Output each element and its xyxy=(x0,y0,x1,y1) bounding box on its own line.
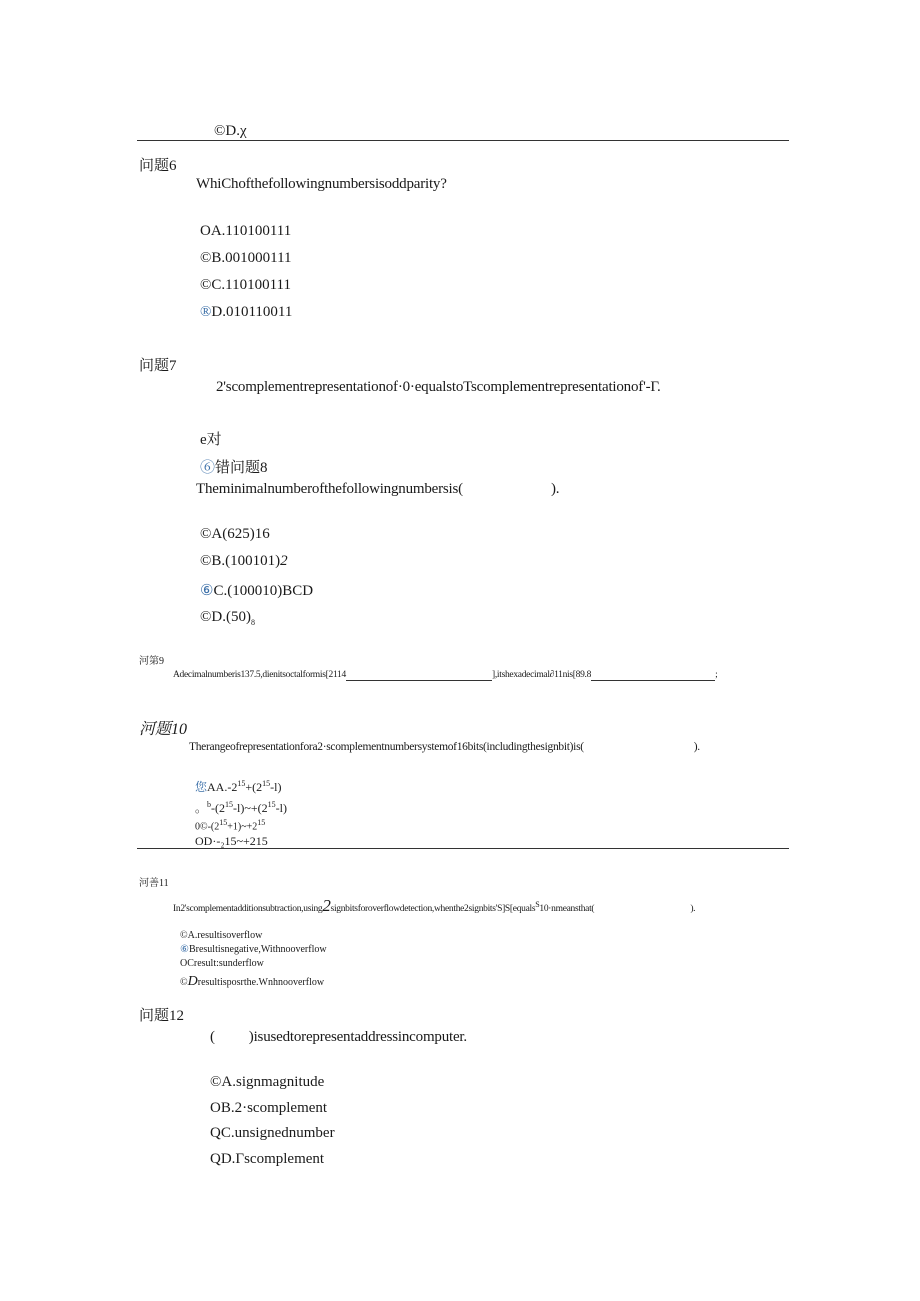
q9-text-part2: ],itshexadecimal∂11nis[89.8 xyxy=(491,670,592,680)
q11-option-d-letter: D xyxy=(187,974,198,989)
q8-option-b[interactable] xyxy=(200,553,288,570)
q11-option-c[interactable]: OCresult:sunderflow xyxy=(180,958,264,969)
q11-option-d-label: resultisposrthe.Wnhnooverflow xyxy=(197,977,325,988)
q8-selected-radio-icon: ⑥ xyxy=(200,583,214,599)
q12-option-a[interactable]: ©A.signmagnitude xyxy=(210,1074,325,1090)
q10-text xyxy=(189,741,700,753)
q11-option-b-label: Bresultisnegative,Withnooverflow xyxy=(188,944,327,955)
q12-option-b[interactable]: OB.2·scomplement xyxy=(210,1100,328,1116)
prev-question-option-d[interactable]: ©D.χ xyxy=(214,123,247,139)
q10-text-prefix: Therangeofrepresentationfora2·scomplementnumbersystemof16bits(includingthesignbit)is( xyxy=(189,741,584,753)
q7-option-false[interactable] xyxy=(200,456,268,477)
q6-heading: 问题6 xyxy=(139,158,177,174)
q10-option-b-mark: b xyxy=(207,800,212,809)
q9-text-end: ; xyxy=(715,670,718,680)
q8-text-prefix: Theminimalnumberofthefollowingnumbersis( xyxy=(196,481,463,497)
q11-selected-radio-icon: ⑥ xyxy=(180,944,189,955)
q10-option-c-exp1: 15 xyxy=(219,818,228,827)
q12-text-suffix: )isusedtorepresentaddressincomputer. xyxy=(248,1029,467,1045)
q12-option-c[interactable]: QC.unsignednumber xyxy=(210,1125,335,1141)
q9-blank-hex[interactable] xyxy=(591,670,718,681)
q10-option-a-exp1: 15 xyxy=(237,779,246,788)
q11-option-d-radio-icon: © xyxy=(180,977,188,988)
q10-option-b-mid: -l)~+(2 xyxy=(233,801,268,815)
q8-heading: 问题8 xyxy=(230,460,268,476)
q8-option-b-base: 2 xyxy=(280,553,288,569)
q9-text-part1: Adecimalnumberis137.5,dienitsoctalformis[2114 xyxy=(173,670,346,680)
q11-option-d[interactable] xyxy=(180,974,324,990)
q9-blank-octal[interactable] xyxy=(346,670,492,681)
q11-option-a[interactable]: ©A.resultisoverflow xyxy=(180,930,263,941)
q8-option-d-label: ©D.(50) xyxy=(200,609,251,625)
q6-option-d[interactable] xyxy=(200,304,292,321)
q10-option-a-label: AA.-2 xyxy=(207,780,238,794)
q10-selected-radio-icon: 您 xyxy=(195,780,208,794)
q8-option-d[interactable] xyxy=(200,609,255,627)
q10-option-a-exp2: 15 xyxy=(262,779,271,788)
q8-text-suffix: ). xyxy=(550,481,560,497)
q7-option-true[interactable]: e对 xyxy=(200,432,222,448)
q10-option-c-mid: +1)~+2 xyxy=(227,821,258,833)
q12-option-d[interactable]: QD.Γscomplement xyxy=(210,1151,325,1167)
q9-text xyxy=(173,670,717,681)
q12-text-prefix: ( xyxy=(210,1029,215,1045)
divider-middle xyxy=(137,848,789,849)
q10-heading: 河题10 xyxy=(139,721,188,738)
q6-option-a[interactable]: OA.110100111 xyxy=(200,223,292,239)
q11-text-part3: 10·nmeansthat( xyxy=(539,904,595,914)
q7-heading: 问题7 xyxy=(139,358,177,374)
q11-heading: 河善11 xyxy=(139,878,169,889)
q12-text xyxy=(210,1029,467,1046)
q6-option-d-label: D.010110011 xyxy=(211,304,293,320)
q6-option-c[interactable]: ©C.110100111 xyxy=(200,277,291,293)
q10-option-c[interactable] xyxy=(195,818,265,832)
q11-text xyxy=(173,896,695,916)
q10-option-b-end: -l) xyxy=(275,801,287,815)
q6-selected-radio-icon: ® xyxy=(200,304,212,320)
q10-option-d[interactable]: OD·-₂15~+215 xyxy=(195,834,268,848)
q9-heading: 河第9 xyxy=(139,656,164,667)
q10-option-a-end: -l) xyxy=(270,780,282,794)
q10-option-c-label: 0©-(2 xyxy=(195,821,220,833)
q11-text-part2: signbitsforoverflowdetection,whenthe2signbits'S]S[equals xyxy=(330,904,536,914)
q10-option-a[interactable] xyxy=(195,778,281,795)
q10-option-b-exp2: 15 xyxy=(267,800,276,809)
q10-option-b[interactable] xyxy=(195,799,287,816)
q8-text xyxy=(196,481,559,498)
q8-option-a[interactable]: ©A(625)16 xyxy=(200,526,270,542)
q6-option-b[interactable]: ©B.001000111 xyxy=(200,250,292,266)
divider-top xyxy=(137,140,789,141)
q10-option-c-exp2: 15 xyxy=(257,818,266,827)
q8-option-c[interactable] xyxy=(200,581,313,600)
q11-text-suffix: ). xyxy=(690,904,696,914)
q11-text-sup: S xyxy=(535,899,540,909)
q7-selected-radio-icon: ⑥ xyxy=(200,460,216,476)
q11-option-b[interactable] xyxy=(180,944,327,955)
q8-option-d-base: 8 xyxy=(250,618,255,627)
q10-option-a-mid: +(2 xyxy=(245,780,263,794)
q10-option-b-exp1: 15 xyxy=(225,800,234,809)
q10-text-suffix: ). xyxy=(693,741,700,753)
q10-option-b-radio-icon: 。 xyxy=(195,801,208,815)
q8-option-b-label: ©B.(100101) xyxy=(200,553,281,569)
q10-option-b-label: -(2 xyxy=(211,801,226,815)
q7-text: 2'scomplementrepresentationof·0·equalstoTscomplementrepresentationof'-Γ. xyxy=(216,379,661,395)
q11-text-two: 2 xyxy=(322,896,331,915)
q12-heading: 问题12 xyxy=(139,1008,185,1024)
q8-option-c-label: C.(100010)BCD xyxy=(213,583,314,599)
q11-text-part1: In2'scomplementadditionsubtraction,using xyxy=(173,904,323,914)
q7-option-false-label: 错 xyxy=(215,460,231,476)
q6-text: WhiChofthefollowingnumbersisoddparity? xyxy=(196,176,447,192)
